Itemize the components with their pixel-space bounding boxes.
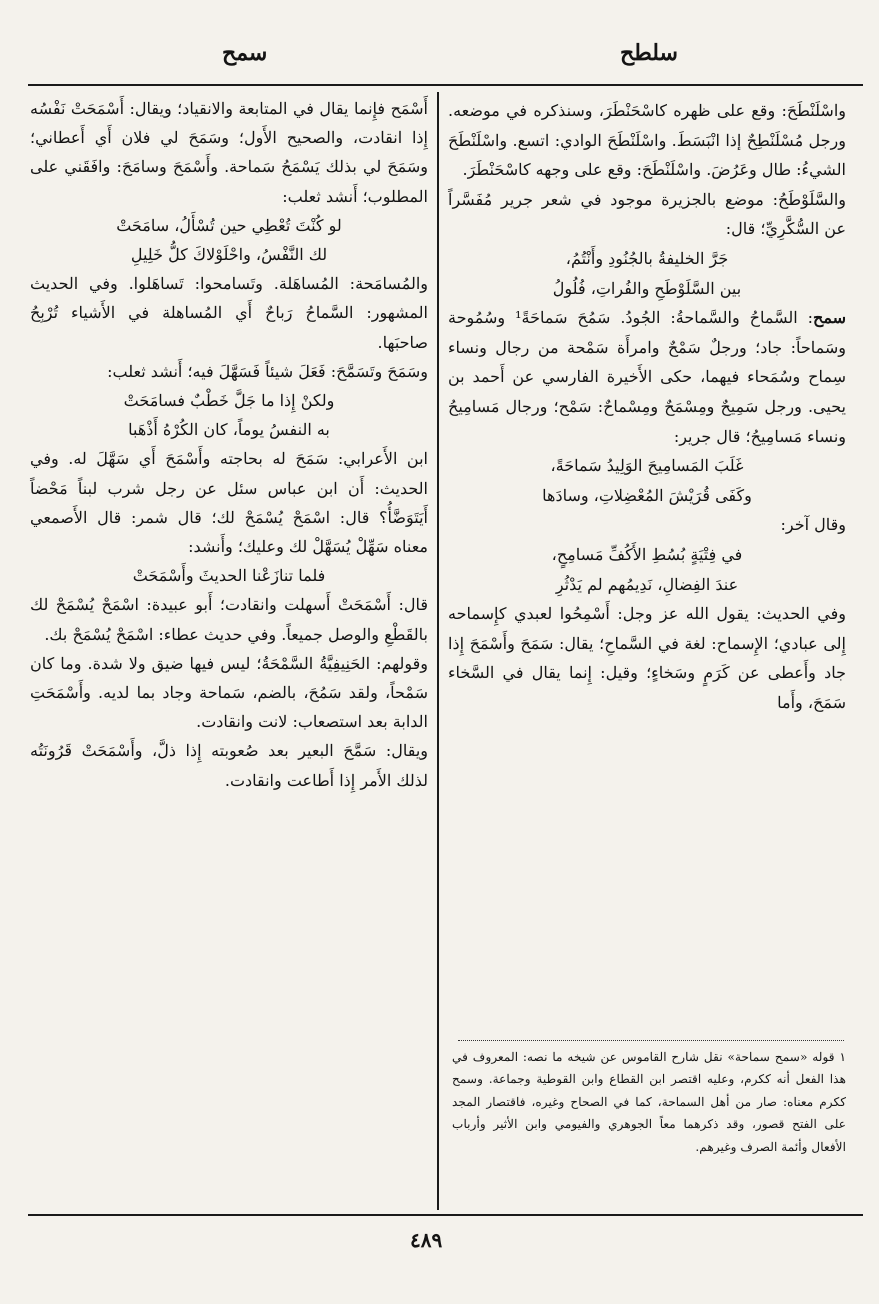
footnote: ١ قوله «سمح سماحة» نقل شارح القاموس عن شيخه ما نصه: المعروف في هذا الفعل أنه ككرم، وعليه اقتصر ابن القطاع وابن القوطية وجماعة. وسمح ككرم معناه: صار من أهل السماحة، كما في الصحاح وغيره، فاقتصار المجد على الفتح قصور، وقد ذكرهما معاً الجوهري والفيومي وابن الأثير وأرباب الأفعال وأئمة الصرف وغيرهم.	[452, 1050, 846, 1154]
paragraph: وقولهم: الحَنِيفِيَّةُ السَّمْحَةُ؛ ليس فيها ضيق ولا شدة. وما كان سَمْحاً، ولقد سَمُحَ، بالضم، سَماحة وجاد بما لديه. وأَسْمَحَتِ الدابة بعد استصعاب: لانت وانقادت.	[30, 653, 428, 732]
verse-line: لو كُنْتَ تُعْطِي حين تُسْأَلُ، سامَحَتْ	[116, 215, 342, 235]
right-column	[448, 96, 846, 717]
paragraph: قال: أَسْمَحَتْ أَسهلت وانقادت؛ أَبو عبيدة: اسْمَحْ يُسْمَحْ لك بالقَطْعِ والوصل جميعاً. وفي حديث عطاء: اسْمَحْ يُسْمَحْ بك.	[30, 595, 428, 644]
paragraph: وقال آخر:	[780, 515, 846, 535]
footnote-rule	[458, 1040, 844, 1041]
paragraph: ويقال: سَمَّحَ البعير بعد صُعوبته إِذا ذلَّ، وأَسْمَحَتْ قَرُونَتُه لذلك الأَمر إِذا أَطاعت وانقادت.	[30, 741, 428, 790]
verse-line: به النفسُ يوماً، كان الكُرْهُ أَذْهَبا	[128, 420, 330, 440]
paragraph: أَسْمَح فإِنما يقال في المتابعة والانقياد؛ ويقال: أَسْمَحَتْ نَفْسُه إِذا انقادت، والصحيح الأَول؛ وسَمَحَ لي فلان أَي أَعطاني؛ وسَمَحَ لي بذلك يَسْمَحُ سَماحة. وأَسْمَحَ وسامَحَ: وافَقَني على المطلوب؛ أَنشد ثعلب:	[30, 99, 428, 206]
paragraph: ابن الأَعرابي: سَمَحَ له بحاجته وأَسْمَحَ أَي سَهَّلَ له. وفي الحديث: أَن ابن عباس سئل عن رجل شرب لبناً مَحْضاً أَيَتَوَضَّأُ؟ قال: اسْمَحْ يُسْمَحْ لك؛ قال شمر: قال الأَصمعي معناه سَهِّلْ يُسَهَّلْ لك وعليك؛ وأَنشد:	[30, 449, 428, 557]
page-number: ٤٨٩	[410, 1228, 443, 1252]
header-headword-right: سلطح	[620, 40, 678, 66]
verse-line: في فِتْيَةٍ بُسُطِ الأَكُفِّ مَسامِحٍ،	[551, 544, 743, 564]
entry-headword: سمح	[813, 308, 847, 328]
column-divider	[437, 92, 439, 1210]
verse-line: فلما تنازَعْنا الحديثَ وأَسْمَحَتْ	[132, 566, 326, 586]
entry-paragraph	[448, 303, 846, 451]
paragraph: والمُسامَحة: المُساهَلة. وتَسامحوا: تَساهَلوا. وفي الحديث المشهور: السَّماحُ رَباحٌ أَي المُساهلة في الأَشياء تُرْبِحُ صاحبَها.	[30, 274, 428, 352]
verse-line: غَلَبَ المَسامِيحَ الوَلِيدُ سَماحَةً،	[550, 456, 744, 476]
paragraph: واسْلَنْطَحَ: وقع على ظهره كاسْحَنْطَرَ، وسنذكره في موضعه. ورجل مُسْلَنْطِحٌ إذا انْبَسَطَ. واسْلَنْطَحَ الوادي: اتسع. واسْلَنْطَحَ الشيءُ: طال وعَرُضَ. واسْلَنْطَحَ: وقع على وجهه كاسْحَنْطَرَ.	[448, 101, 846, 180]
paragraph: وفي الحديث: يقول الله عز وجل: أَسْمِحُوا لعبدي كإِسماحه إِلى عبادي؛ الإِسماح: لغة في السَّماحِ؛ يقال: سَمَحَ وأَسْمَحَ إِذا جاد وأَعطى عن كَرَمٍ وسَخاءٍ؛ وقيل: إِنما يقال في السَّخاء سَمَحَ، وأَما	[448, 604, 846, 712]
left-column	[30, 94, 428, 795]
bottom-rule	[28, 1214, 863, 1216]
verse-line: عندَ الفِضالِ، نَدِيمُهم لم يَدْثُرِ	[555, 574, 739, 594]
top-rule	[28, 84, 863, 86]
verse-line: بين السَّلَوْطَحِ والفُراتِ، فُلُولُ	[552, 278, 742, 298]
verse-line: جَرَّ الخليفةُ بالجُنُودِ وأَنْتُمُ،	[565, 248, 729, 268]
verse-line: لك النَّفْسُ، واحْلَوْلاكَ كلُّ خَلِيلِ	[130, 245, 328, 265]
paragraph: وسَمَحَ وتَسَمَّحَ: فَعَلَ شيئاً فَسَهَّلَ فيه؛ أَنشد ثعلب:	[107, 361, 428, 381]
verse-line: ولكنْ إِذا ما جَلَّ خَطْبٌ فسامَحَتْ	[123, 391, 335, 411]
entry-text: : السَّماحُ والسَّماحةُ: الجُودُ. سَمُحَ سَماحَةً¹ وسُمُوحة وسَماحاً: جاد؛ ورجلٌ سَمْحٌ وامرأَة سَمْحة من رجال ونساء سِماح وسُمَحاء فيهما، حكى الأَخيرة الفارسي عن أَحمد بن يحيى. ورجل سَمِيحٌ ومِسْمَحٌ ومِسْماحٌ: سَمْح؛ ورجال مَسامِيحُ ونساء مَسامِيحُ؛ قال جرير:	[448, 308, 846, 446]
verse-line: وكَفَى قُرَيْشَ المُعْضِلاتِ، وسادَها	[542, 485, 752, 505]
paragraph: والسَّلَوْطَحُ: موضع بالجزيرة موجود في شعر جرير مُفَسَّراً عن السُّكَّرِيِّ؛ قال:	[448, 189, 846, 239]
header-headword-left: سمح	[222, 40, 268, 66]
